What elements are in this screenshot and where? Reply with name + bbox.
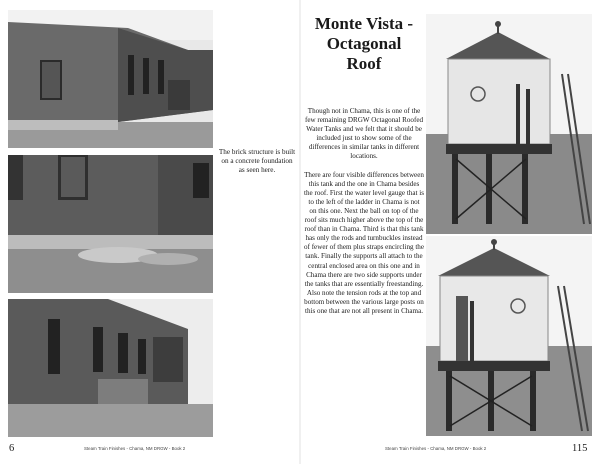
page-title — [306, 14, 422, 74]
footer-left: Steam Train Finishes - Chama, NM DRGW - Book 2 — [84, 446, 186, 451]
article-body — [304, 107, 424, 325]
title-line-3: Roof — [346, 54, 382, 73]
photo-brick-building-2 — [8, 299, 213, 437]
photo-caption: The brick structure is built on a concrete foundation as seen here. — [218, 148, 296, 175]
page-gutter — [299, 0, 301, 464]
title-line-1: Monte Vista - — [314, 14, 414, 33]
photo-water-tank-2 — [426, 236, 592, 436]
footer-right: Steam Train Finishes - Chama, NM DRGW - Book 2 — [385, 446, 487, 451]
title-line-2: Octagonal — [326, 34, 402, 53]
photo-brick-building-1 — [8, 10, 213, 148]
page-number-right: 115 — [572, 443, 588, 454]
photo-water-tank-1 — [426, 14, 592, 234]
page-number-left: 6 — [9, 443, 15, 454]
photo-brick-wall-foundation — [8, 155, 213, 293]
paragraph-1: Though not in Chama, this is one of the few remaining DRGW Octagonal Roofed Water Tanks and we felt that it should be included just to show some of the differences in similar tanks in different locations. — [304, 107, 424, 161]
paragraph-2: There are four visible differences between this tank and the one in Chama besides the roof. First the water level gauge that is to the left of the ladder in Chama is not on this one. Next the ball on top of the roof sits much higher above the top of the roof than in Chama. Third is that this tank has only the rods and turnbuckles instead of fewer of them plus straps encircling the tank. Finally the supports all attach to the central enclosed area on this one and in Chama there are two side supports under the tanks that are essentially freestanding. Also note the tension rods at the top and bottom between the various large posts on this one that are not all present in Chama. — [304, 170, 424, 315]
